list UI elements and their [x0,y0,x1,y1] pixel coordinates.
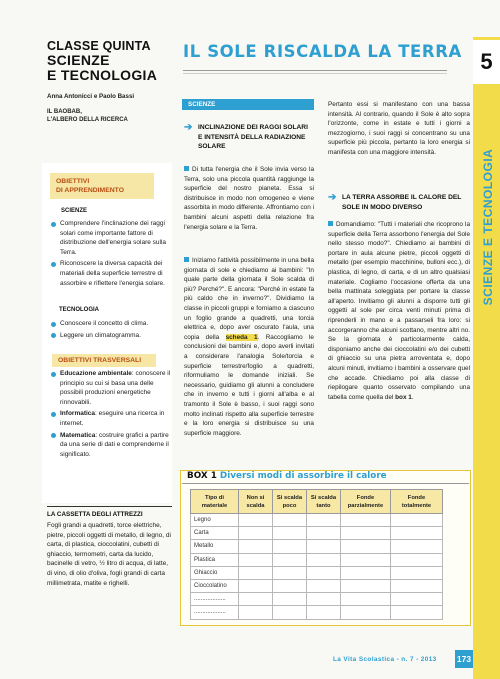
box1-title [187,471,387,481]
list-item: Leggere un climatogramma. [49,331,171,341]
arrow-right-icon: ➔ [328,192,337,203]
table-cell[interactable] [307,606,341,619]
table-cell[interactable] [239,514,273,527]
square-bullet-icon [184,166,189,171]
table-cell[interactable] [239,593,273,606]
item-label: Informatica [60,410,96,418]
column-header: Fonde totalmente [391,490,443,514]
paragraph [328,220,470,402]
table-cell[interactable] [341,553,391,566]
table-cell[interactable] [341,514,391,527]
table-row [191,593,443,606]
row-label: Cioccolatino [191,579,239,592]
box1-subtitle: Diversi modi di assorbire il calore [219,471,387,481]
table-cell[interactable] [239,566,273,579]
technology-objectives [49,319,171,342]
title-divider [183,70,447,71]
transversal-tag: OBIETTIVI TRASVERSALI [52,354,156,367]
column-header: Fonde parzialmente [341,490,391,514]
table-cell[interactable] [307,527,341,540]
table-row [191,540,443,553]
table-cell[interactable] [307,540,341,553]
paragraph-text: . [411,393,414,401]
publisher-line1: IL BAOBAB, [47,109,82,115]
paragraph-text: Di tutta l'energia che il Sole invia verso la Terra, solo una piccola quantità raggiunge la superficie del nostro pianeta. Essa si distribuisce in modo non omogeneo e viene assorbita in modo differente. Affrontiamo con i bambini alcuni aspetti della relazione fra l'energia solare e la Terra. [184,166,314,231]
section-bar: SCIENZE [182,99,314,110]
list-item: Comprendere l'inclinazione dei raggi solari come importante fattore di distribuzione dell'energia solare sulla Terra. [49,219,171,257]
row-label: Metallo [191,540,239,553]
objectives-tag-line1: OBIETTIVI [56,178,90,185]
publisher [47,108,172,124]
row-label: ................... [191,606,239,619]
toolbox-text: Fogli grandi a quadretti, torce elettriche, pietre, piccoli oggetti di metallo, di legno, di carta, di plastica, cioccolatini, cubetti di ghiaccio, termometri, carta da lucido, bacinelle di vetro, ½ litro di acqua, di latte, di vino, di olio d'oliva, fogli grandi di carta millimetrata, matite e righelli. [47,522,171,587]
paragraph: Pertanto essi si manifestano con una bassa intensità. Al contrario, quando il Sole è alto sopra l'orizzonte, come in estate e tutti i giorni a mezzogiorno, i suoi raggi si concentrano su una superficie più piccola, pertanto la loro energia si manifesta con una maggiore intensità. [328,101,470,156]
list-item [49,409,171,428]
table-row [191,566,443,579]
row-label: Carta [191,527,239,540]
table-row [191,606,443,619]
table-cell[interactable] [391,566,443,579]
technology-tag: TECNOLOGIA [59,307,99,313]
subject-line1: SCIENZE [47,52,110,68]
paragraph [184,256,314,438]
item-text: : eseguire una ricerca in internet. [60,410,165,427]
table-cell[interactable] [391,540,443,553]
side-label [478,135,498,325]
list-item: Riconoscere la diversa capacità dei materiali della superficie terrestre di assorbire e riflettere l'energia solare. [49,259,171,288]
table-cell[interactable] [307,579,341,592]
item-label: Matematica [60,431,96,439]
toolbox-section [47,506,172,588]
page-title: IL SOLE RISCALDA LA TERRA [183,42,462,61]
box1-divider [182,483,469,484]
row-label: Ghiaccio [191,566,239,579]
table-cell[interactable] [239,540,273,553]
magazine-footer: La Vita Scolastica - n. 7 - 2013 [333,656,437,663]
table-cell[interactable] [391,527,443,540]
table-cell[interactable] [341,540,391,553]
table-cell[interactable] [273,579,307,592]
row-label: Legno [191,514,239,527]
table-cell[interactable] [341,606,391,619]
title-divider [183,73,447,74]
item-text: : conoscere il principio su cui si basa una delle possibili produzioni energetiche rinnovabili. [60,370,171,406]
table-cell[interactable] [391,579,443,592]
section-heading [328,193,470,212]
column-header: Si scalda poco [273,490,307,514]
box-reference: box 1 [395,393,412,401]
section-heading [184,123,314,152]
subject-line2: E TECNOLOGIA [47,67,158,83]
column-header: Non si scalda [239,490,273,514]
page-number: 173 [455,650,473,668]
table-cell[interactable] [307,514,341,527]
paragraph-text: Domandiamo: "Tutti i materiali che ricoprono la superficie della Terra assorbono l'energia del Sole nello stesso modo?". Chiediamo ai bambini di portare in aula alcune pietre, piccoli oggetti di metallo (per esempio macchinine, bulloni ecc.), di plastica, di legno, di carta, e di un altro qualsiasi materiale. Cogliamo l'occasione offerta da una bella mattinata soleggiata per portare la classe all'aperto. Invitiamo gli alunni a disporre tutti gli oggetti al sole per circa venti minuti prima di riprenderli in mano e a passarseli fra loro: si accorgeranno che alcuni scottano, mentre altri no. Se la giornata è particolarmente calda, disponiamo anche dei cioccolatini e/o dei cubetti di ghiaccio su una pietra arroventata e, dopo alcuni minuti, invitiamo i bambini a osservare quel che accade. Chiediamo poi alla classe di riepilogare quanto osservato compilando una tabella come quella del [328,221,470,401]
row-label: ................... [191,593,239,606]
science-tag: SCIENZE [61,208,88,214]
toolbox-title: LA CASSETTA DEGLI ATTREZZI [47,511,143,518]
table-cell[interactable] [307,553,341,566]
table-row [191,514,443,527]
list-item: Conoscere il concetto di clima. [49,319,171,329]
table-cell[interactable] [273,606,307,619]
square-bullet-icon [328,221,333,226]
table-cell[interactable] [391,553,443,566]
table-cell[interactable] [239,553,273,566]
table-cell[interactable] [273,527,307,540]
column-header: Tipo di materiale [191,490,239,514]
box1-label: BOX 1 [187,471,217,481]
science-objectives [49,219,171,290]
arrow-right-icon: ➔ [184,122,193,133]
column-header: Si scalda tanto [307,490,341,514]
paragraph-text: Iniziamo l'attività possibilmente in una bella giornata di sole e chiediamo ai bambini: "In quale parte della giornata il Sole scalda di più? Perché?". E ancora: "Perché in estate fa più caldo che in inverno?". Dividiamo la classe in piccoli gruppi e forniamo a ciascuno un foglio grande a quadretti, una torcia elettrica e, dopo aver oscurato l'aula, una copia della [184,257,314,341]
table-row [191,579,443,592]
table-row [191,553,443,566]
table-cell[interactable] [239,579,273,592]
paragraph [184,165,314,232]
worksheet-reference: scheda 1 [225,333,258,341]
table-cell[interactable] [273,566,307,579]
publisher-line2: L'ALBERO DELLA RICERCA [47,117,128,123]
heading-text: LA TERRA ASSORBE IL CALORE DEL SOLE IN MODO DIVERSO [342,194,462,211]
list-item [49,431,171,460]
table-cell[interactable] [391,593,443,606]
table-cell[interactable] [273,553,307,566]
table-row [191,527,443,540]
objectives-tag [50,173,154,199]
heading-text: INCLINAZIONE DEI RAGGI SOLARI E INTENSITÀ DELLA RADIAZIONE SOLARE [198,124,308,150]
table-cell[interactable] [391,606,443,619]
left-header [47,40,172,124]
table-cell[interactable] [341,566,391,579]
table-cell[interactable] [341,527,391,540]
chapter-number: 5 [473,40,500,84]
side-label-text: SCIENZE E TECNOLOGIA [481,148,495,306]
table-cell[interactable] [391,514,443,527]
absorption-table [190,489,443,620]
table-cell[interactable] [273,514,307,527]
table-cell[interactable] [307,593,341,606]
table-cell[interactable] [273,593,307,606]
table-cell[interactable] [273,540,307,553]
table-cell[interactable] [239,606,273,619]
table-cell[interactable] [341,579,391,592]
item-text: : costruire grafici a partire da una serie di dati e comprenderne il significato. [60,431,169,458]
authors: Anna Antonicci e Paolo Bassi [47,93,135,100]
table-cell[interactable] [341,593,391,606]
table-cell[interactable] [239,527,273,540]
table-cell[interactable] [307,566,341,579]
paragraph-text: . Raccogliamo le conclusioni dei bambini e, dopo averli invitati a considerare l'analogia Sole/torcia e superficie terrestre/foglio a quadretti, riformuliamo le domande iniziali. Se necessario, guidiamo gli alunni a concludere che in inverno e tutti i giorni all'alba e al tramonto il Sole è basso, i suoi raggi sono molto inclinati rispetto alla superficie terrestre e la loro energia si distribuisce su una superficie maggiore. [184,333,314,437]
objectives-tag-line2: DI APPRENDIMENTO [56,187,124,194]
transversal-objectives [49,369,171,461]
item-label: Educazione ambientale [60,370,132,377]
row-label: Plastica [191,553,239,566]
list-item [49,369,171,407]
table-header-row [191,490,443,514]
square-bullet-icon [184,257,189,262]
class-title: CLASSE QUINTA [47,39,151,53]
